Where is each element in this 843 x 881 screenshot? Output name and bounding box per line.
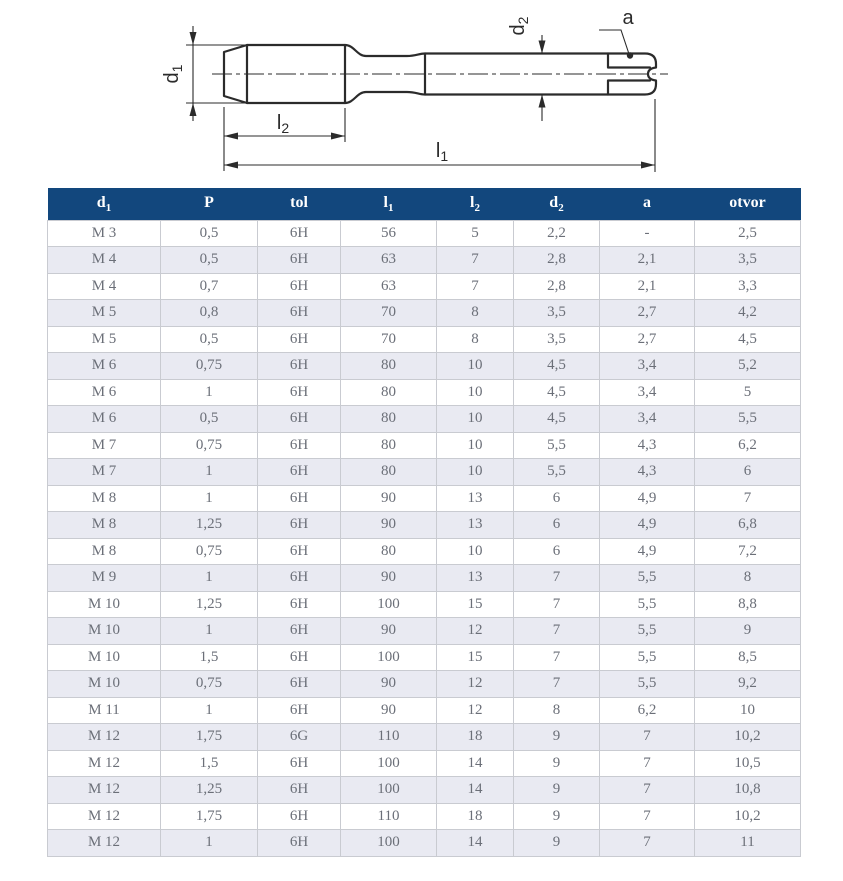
- table-cell: 100: [341, 644, 437, 671]
- table-cell: 1: [161, 459, 258, 486]
- table-cell: 0,75: [161, 432, 258, 459]
- table-cell: 4,5: [514, 406, 600, 433]
- table-cell: 6: [514, 512, 600, 539]
- table-cell: 1,75: [161, 724, 258, 751]
- table-cell: 12: [437, 697, 514, 724]
- table-cell: 10: [695, 697, 801, 724]
- table-cell: 2,2: [514, 220, 600, 247]
- l2-arrow-right: [331, 133, 345, 140]
- table-cell: 0,75: [161, 353, 258, 380]
- table-cell: 90: [341, 512, 437, 539]
- table-cell: 7: [695, 485, 801, 512]
- table-cell: 1: [161, 618, 258, 645]
- l2-arrow-left: [224, 133, 238, 140]
- table-cell: 4,9: [600, 485, 695, 512]
- table-cell: 0,7: [161, 273, 258, 300]
- table-cell: M 11: [48, 697, 161, 724]
- table-cell: M 4: [48, 247, 161, 274]
- table-cell: 7: [514, 644, 600, 671]
- table-cell: 70: [341, 300, 437, 327]
- table-cell: 9: [695, 618, 801, 645]
- table-cell: 13: [437, 565, 514, 592]
- table-cell: M 10: [48, 644, 161, 671]
- table-cell: 6H: [258, 750, 341, 777]
- table-cell: 6H: [258, 591, 341, 618]
- table-cell: 9: [514, 724, 600, 751]
- table-cell: 3,5: [695, 247, 801, 274]
- table-cell: 13: [437, 512, 514, 539]
- table-cell: 10,2: [695, 803, 801, 830]
- table-cell: 6H: [258, 644, 341, 671]
- col-header-otvor: otvor: [695, 188, 801, 220]
- table-cell: 7: [514, 671, 600, 698]
- table-cell: 2,1: [600, 247, 695, 274]
- table-cell: 6H: [258, 538, 341, 565]
- table-cell: 70: [341, 326, 437, 353]
- table-row: [48, 724, 801, 751]
- table-row: [48, 777, 801, 804]
- table-cell: 90: [341, 618, 437, 645]
- col-header-a: a: [600, 188, 695, 220]
- table-row: [48, 512, 801, 539]
- table-cell: 5,5: [600, 644, 695, 671]
- table-cell: 6H: [258, 697, 341, 724]
- tap-specs-table: [47, 188, 801, 857]
- table-cell: M 12: [48, 724, 161, 751]
- table-cell: 0,5: [161, 326, 258, 353]
- table-cell: 2,8: [514, 273, 600, 300]
- table-cell: 5,5: [600, 671, 695, 698]
- table-cell: 6H: [258, 300, 341, 327]
- table-cell: M 8: [48, 512, 161, 539]
- table-header: [48, 188, 801, 220]
- table-cell: 10: [437, 459, 514, 486]
- table-cell: 3,4: [600, 379, 695, 406]
- table-cell: 0,75: [161, 671, 258, 698]
- table-row: [48, 671, 801, 698]
- table-cell: 100: [341, 591, 437, 618]
- table-cell: 6H: [258, 432, 341, 459]
- table-cell: 2,8: [514, 247, 600, 274]
- table-cell: 5,5: [600, 565, 695, 592]
- table-cell: 1: [161, 697, 258, 724]
- table-cell: M 12: [48, 777, 161, 804]
- dim-label-a: a: [622, 7, 634, 29]
- table-cell: 8,8: [695, 591, 801, 618]
- table-cell: 0,5: [161, 406, 258, 433]
- table-row: [48, 830, 801, 857]
- table-cell: 6: [514, 538, 600, 565]
- table-cell: 4,3: [600, 432, 695, 459]
- table-cell: 14: [437, 830, 514, 857]
- table-row: [48, 803, 801, 830]
- table-cell: 10,8: [695, 777, 801, 804]
- table-cell: 6: [695, 459, 801, 486]
- table-cell: 56: [341, 220, 437, 247]
- table-cell: 4,5: [514, 379, 600, 406]
- table-cell: 3,3: [695, 273, 801, 300]
- l1-arrow-left: [224, 162, 238, 169]
- table-cell: M 7: [48, 459, 161, 486]
- table-cell: 6H: [258, 220, 341, 247]
- table-cell: 7: [600, 803, 695, 830]
- table-cell: 100: [341, 830, 437, 857]
- table-cell: 4,5: [514, 353, 600, 380]
- table-cell: 5: [437, 220, 514, 247]
- table-cell: 7: [514, 618, 600, 645]
- table-cell: 1,25: [161, 591, 258, 618]
- table-cell: 7: [437, 247, 514, 274]
- table-cell: 6,8: [695, 512, 801, 539]
- table-cell: 6H: [258, 803, 341, 830]
- table-cell: 9: [514, 750, 600, 777]
- table-cell: 7,2: [695, 538, 801, 565]
- col-header-tol: tol: [258, 188, 341, 220]
- table-row: [48, 379, 801, 406]
- table-cell: 1,5: [161, 750, 258, 777]
- table-cell: 100: [341, 750, 437, 777]
- table-cell: 5,5: [514, 432, 600, 459]
- table-cell: M 5: [48, 326, 161, 353]
- table-cell: 9: [514, 803, 600, 830]
- l2-extension-lines: [224, 107, 345, 171]
- table-cell: 8: [695, 565, 801, 592]
- table-cell: 1: [161, 830, 258, 857]
- table-row: [48, 220, 801, 247]
- table-cell: 14: [437, 777, 514, 804]
- table-cell: 8: [514, 697, 600, 724]
- table-cell: M 10: [48, 671, 161, 698]
- table-cell: 8: [437, 326, 514, 353]
- table-cell: M 12: [48, 750, 161, 777]
- table-cell: 6H: [258, 485, 341, 512]
- table-row: [48, 326, 801, 353]
- table-cell: 10: [437, 406, 514, 433]
- table-cell: 5,5: [695, 406, 801, 433]
- table-row: [48, 697, 801, 724]
- table-cell: 3,5: [514, 326, 600, 353]
- table-cell: 1,25: [161, 777, 258, 804]
- table-cell: 6,2: [600, 697, 695, 724]
- table-cell: 0,5: [161, 247, 258, 274]
- table-cell: 2,5: [695, 220, 801, 247]
- table-cell: 1: [161, 485, 258, 512]
- header-row: [48, 188, 801, 220]
- table-cell: M 4: [48, 273, 161, 300]
- table-cell: 9: [514, 777, 600, 804]
- dim-label-l2: $l_2$: [276, 112, 290, 136]
- table-cell: 1: [161, 379, 258, 406]
- table-cell: 7: [514, 591, 600, 618]
- table-cell: 7: [600, 750, 695, 777]
- d1-arrow-top: [190, 32, 197, 45]
- tap-technical-drawing: [0, 0, 843, 188]
- col-header-l1: $l_1$: [341, 188, 437, 220]
- table-cell: 2,7: [600, 326, 695, 353]
- table-cell: 10: [437, 353, 514, 380]
- table-row: [48, 538, 801, 565]
- table-cell: 1: [161, 565, 258, 592]
- table-cell: 80: [341, 538, 437, 565]
- table-cell: 90: [341, 671, 437, 698]
- table-cell: 6G: [258, 724, 341, 751]
- table-row: [48, 750, 801, 777]
- col-header-p: P: [161, 188, 258, 220]
- table-cell: 6H: [258, 565, 341, 592]
- table-cell: 90: [341, 485, 437, 512]
- table-cell: 63: [341, 247, 437, 274]
- table-cell: 15: [437, 591, 514, 618]
- table-cell: 90: [341, 565, 437, 592]
- table-cell: 1,25: [161, 512, 258, 539]
- table-cell: 8: [437, 300, 514, 327]
- table-body: [48, 220, 801, 856]
- table-cell: 15: [437, 644, 514, 671]
- table-row: [48, 406, 801, 433]
- table-cell: 6H: [258, 273, 341, 300]
- table-row: [48, 300, 801, 327]
- table-cell: 0,5: [161, 220, 258, 247]
- table-cell: 100: [341, 777, 437, 804]
- table-cell: 6: [514, 485, 600, 512]
- table-cell: 5,2: [695, 353, 801, 380]
- table-row: [48, 591, 801, 618]
- table-cell: 80: [341, 379, 437, 406]
- table-cell: 7: [514, 565, 600, 592]
- table-cell: 80: [341, 459, 437, 486]
- table-cell: 3,4: [600, 406, 695, 433]
- table-cell: 11: [695, 830, 801, 857]
- table-cell: 6H: [258, 830, 341, 857]
- table-cell: 110: [341, 724, 437, 751]
- table-cell: 10,5: [695, 750, 801, 777]
- table-cell: M 9: [48, 565, 161, 592]
- table-cell: M 6: [48, 406, 161, 433]
- table-cell: M 6: [48, 379, 161, 406]
- table-cell: 10,2: [695, 724, 801, 751]
- table-cell: 4,3: [600, 459, 695, 486]
- table-cell: 6H: [258, 512, 341, 539]
- table-cell: 8,5: [695, 644, 801, 671]
- table-cell: 6H: [258, 406, 341, 433]
- table-cell: 13: [437, 485, 514, 512]
- table-cell: 2,1: [600, 273, 695, 300]
- d2-arrow-top: [539, 41, 546, 54]
- table-row: [48, 485, 801, 512]
- col-header-d1: $d_1$: [48, 188, 161, 220]
- table-cell: 3,5: [514, 300, 600, 327]
- table-cell: 6H: [258, 247, 341, 274]
- table-cell: 0,75: [161, 538, 258, 565]
- table-cell: 9: [514, 830, 600, 857]
- table-cell: 110: [341, 803, 437, 830]
- table-cell: 6H: [258, 379, 341, 406]
- table-cell: -: [600, 220, 695, 247]
- table-cell: 5,5: [514, 459, 600, 486]
- table-cell: 10: [437, 379, 514, 406]
- d2-arrow-bottom: [539, 95, 546, 108]
- table-row: [48, 565, 801, 592]
- table-cell: 12: [437, 618, 514, 645]
- table-cell: 63: [341, 273, 437, 300]
- table-cell: M 3: [48, 220, 161, 247]
- table-cell: 4,2: [695, 300, 801, 327]
- table-cell: 2,7: [600, 300, 695, 327]
- table-cell: 80: [341, 432, 437, 459]
- table-cell: 6H: [258, 777, 341, 804]
- table-cell: 0,8: [161, 300, 258, 327]
- table-cell: M 7: [48, 432, 161, 459]
- table-cell: M 8: [48, 485, 161, 512]
- table-cell: 18: [437, 803, 514, 830]
- d1-arrow-bottom: [190, 103, 197, 116]
- table-cell: 6H: [258, 618, 341, 645]
- table-cell: M 12: [48, 830, 161, 857]
- table-cell: 7: [600, 777, 695, 804]
- table-cell: 90: [341, 697, 437, 724]
- table-cell: M 10: [48, 618, 161, 645]
- table-cell: 10: [437, 538, 514, 565]
- table-row: [48, 618, 801, 645]
- table-cell: 1,5: [161, 644, 258, 671]
- table-row: [48, 432, 801, 459]
- table-cell: 6H: [258, 671, 341, 698]
- table-cell: 7: [600, 830, 695, 857]
- dim-label-d2: $d_2$: [507, 16, 531, 36]
- table-cell: 3,4: [600, 353, 695, 380]
- table-cell: 7: [437, 273, 514, 300]
- table-cell: 10: [437, 432, 514, 459]
- table-cell: 9,2: [695, 671, 801, 698]
- table-cell: 6H: [258, 353, 341, 380]
- table-cell: 5,5: [600, 618, 695, 645]
- table-cell: M 5: [48, 300, 161, 327]
- table-cell: 4,9: [600, 512, 695, 539]
- l1-arrow-right: [641, 162, 655, 169]
- table-cell: 18: [437, 724, 514, 751]
- table-cell: 12: [437, 671, 514, 698]
- table-cell: M 10: [48, 591, 161, 618]
- table-cell: 4,5: [695, 326, 801, 353]
- table-cell: 5,5: [600, 591, 695, 618]
- dim-label-l1: $l_1$: [435, 140, 449, 164]
- table-cell: 80: [341, 406, 437, 433]
- table-cell: 6H: [258, 326, 341, 353]
- table-cell: M 8: [48, 538, 161, 565]
- table-row: [48, 644, 801, 671]
- a-leader-dot: [627, 52, 633, 58]
- table-cell: M 12: [48, 803, 161, 830]
- table-cell: 6H: [258, 459, 341, 486]
- table-cell: 14: [437, 750, 514, 777]
- table-cell: 80: [341, 353, 437, 380]
- table-cell: 1,75: [161, 803, 258, 830]
- table-cell: 7: [600, 724, 695, 751]
- table-row: [48, 247, 801, 274]
- dim-label-d1: $d_1$: [161, 64, 185, 84]
- table-cell: M 6: [48, 353, 161, 380]
- table-cell: 4,9: [600, 538, 695, 565]
- table-cell: 6,2: [695, 432, 801, 459]
- table-row: [48, 353, 801, 380]
- a-leader-line: [599, 30, 629, 54]
- table-cell: 5: [695, 379, 801, 406]
- col-header-d2: $d_2$: [514, 188, 600, 220]
- table-row: [48, 459, 801, 486]
- tap-diagram-svg: [0, 0, 843, 188]
- table-row: [48, 273, 801, 300]
- col-header-l2: $l_2$: [437, 188, 514, 220]
